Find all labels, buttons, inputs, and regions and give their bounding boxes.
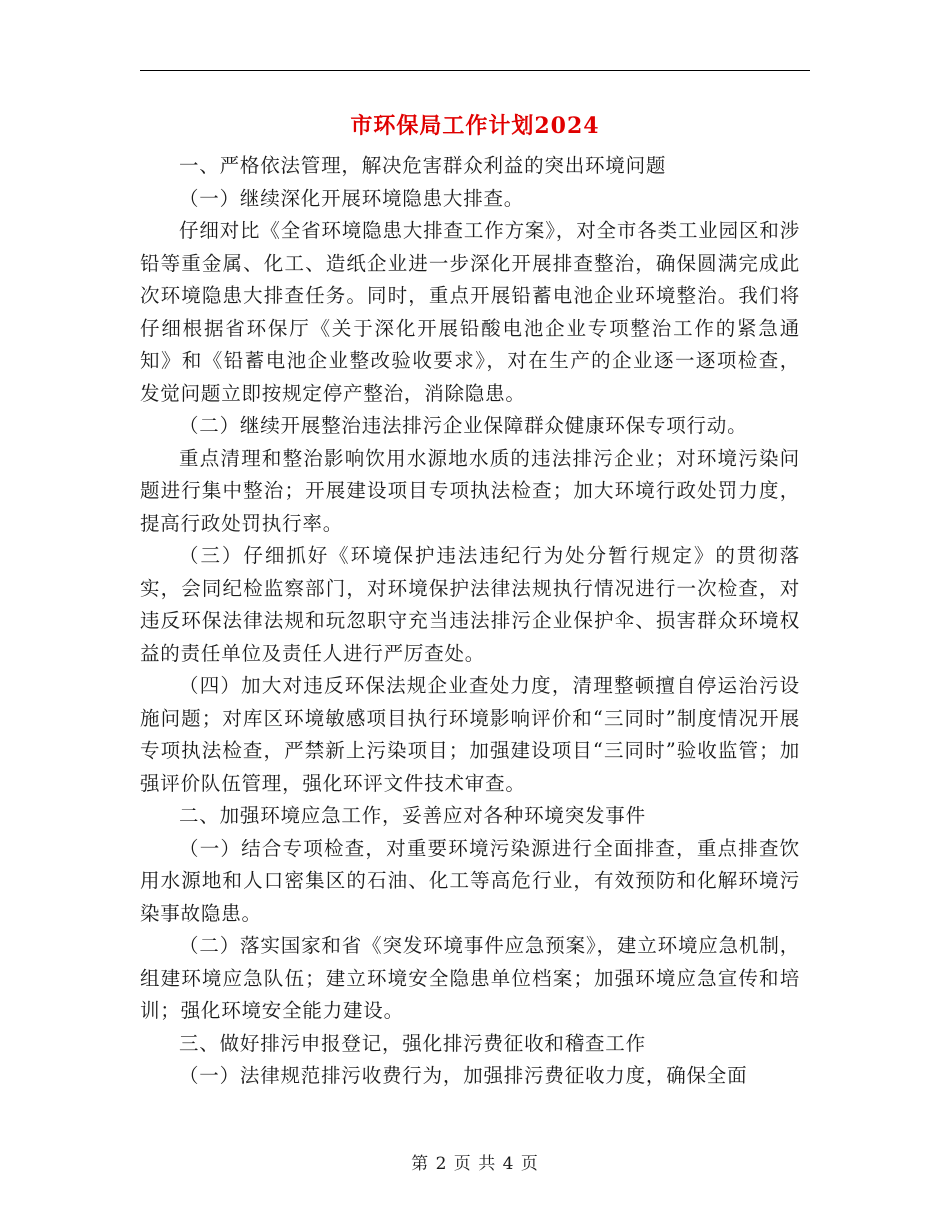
body-paragraph: 仔细对比《全省环境隐患大排查工作方案》，对全市各类工业园区和涉铅等重金属、化工、造纸企业进一步深化开展排查整治，确保圆满完成此次环境隐患大排查任务。同时，重点开展铅蓄电池企业环境整治。我们将仔细根据省环保厅《关于深化开展铅酸电池企业专项整治工作的紧急通知》和《铅蓄电池企业整改验收要求》，对在生产的企业逐一逐项检查，发觉问题立即按规定停产整治，消除隐患。	[140, 219, 800, 405]
subsection-heading-1-2: （二）继续开展整治违法排污企业保障群众健康环保专项行动。	[179, 414, 748, 437]
page-number: 第 2 页 共 4 页	[411, 1154, 539, 1174]
subsection-paragraph-3-1: （一）法律规范排污收费行为，加强排污费征收力度，确保全面	[179, 1064, 748, 1087]
section-heading-2: 二、加强环境应急工作，妥善应对各种环境突发事件	[179, 804, 646, 827]
header-rule	[140, 70, 810, 71]
document-body	[140, 150, 800, 1093]
body-paragraph: 重点清理和整治影响饮用水源地水质的违法排污企业；对环境污染问题进行集中整治；开展建设项目专项执法检查；加大环境行政处罚力度，提高行政处罚执行率。	[140, 446, 800, 535]
subsection-paragraph-2-1: （一）结合专项检查，对重要环境污染源进行全面排查，重点排查饮用水源地和人口密集区的石油、化工等高危行业，有效预防和化解环境污染事故隐患。	[140, 836, 800, 925]
document-title: 市环保局工作计划2024	[350, 113, 600, 139]
subsection-paragraph-1-4: （四）加大对违反环保法规企业查处力度，清理整顿擅自停运治污设施问题；对库区环境敏感项目执行环境影响评价和“三同时”制度情况开展专项执法检查，严禁新上污染项目；加强建设项目“三同时”验收监管；加强评价队伍管理，强化环评文件技术审查。	[140, 674, 800, 795]
subsection-heading-1-1: （一）继续深化开展环境隐患大排查。	[179, 186, 525, 210]
section-heading-1: 一、严格依法管理，解决危害群众利益的突出环境问题	[179, 154, 667, 177]
subsection-paragraph-2-2: （二）落实国家和省《突发环境事件应急预案》，建立环境应急机制，组建环境应急队伍；建立环境安全隐患单位档案；加强环境应急宣传和培训；强化环境安全能力建设。	[140, 934, 800, 1022]
section-heading-3: 三、做好排污申报登记，强化排污费征收和稽查工作	[179, 1031, 646, 1055]
subsection-paragraph-1-3: （三）仔细抓好《环境保护违法违纪行为处分暂行规定》的贯彻落实，会同纪检监察部门，对环境保护法律法规执行情况进行一次检查，对违反环保法律法规和玩忽职守充当违法排污企业保护伞、损害群众环境权益的责任单位及责任人进行严厉查处。	[140, 544, 800, 665]
